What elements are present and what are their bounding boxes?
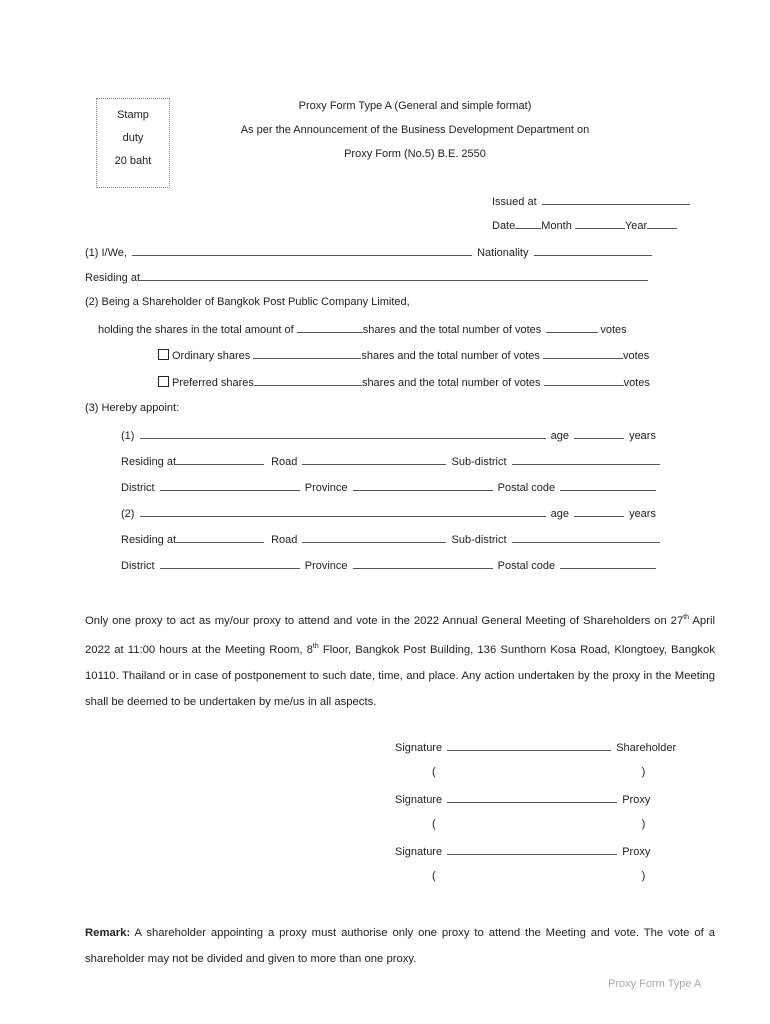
district-label: District xyxy=(121,482,155,494)
votes-label: votes xyxy=(623,377,650,389)
ordinary-label: Ordinary shares xyxy=(172,350,251,362)
holding-row xyxy=(98,321,627,337)
province-label: Province xyxy=(304,482,348,494)
residing-row xyxy=(85,269,648,285)
preferred-label: Preferred shares xyxy=(172,377,254,389)
district-label: District xyxy=(121,560,155,572)
printed-name-row xyxy=(432,869,645,883)
signature-label: Signature xyxy=(395,846,443,858)
proxy2-address-row xyxy=(121,531,662,547)
proxy2-district-field[interactable] xyxy=(160,557,300,569)
signature-label: Signature xyxy=(395,742,443,754)
age-label: age xyxy=(550,508,569,520)
years-label: years xyxy=(629,508,656,520)
postal-code-label: Postal code xyxy=(497,560,556,572)
proxy2-age-field[interactable] xyxy=(574,505,624,517)
shares-votes-label: shares and the total number of votes xyxy=(361,377,541,389)
shares-votes-label: shares and the total number of votes xyxy=(361,350,540,362)
i-we-label: (1) I/We, xyxy=(85,247,127,259)
preferred-row xyxy=(158,374,650,390)
shares-votes-label: shares and the total number of votes xyxy=(362,324,542,336)
issued-at-field[interactable] xyxy=(542,193,690,205)
remark xyxy=(85,920,715,972)
proxy1-signature-field[interactable] xyxy=(447,791,617,803)
signature-label: Signature xyxy=(395,794,443,806)
ordinary-checkbox[interactable] xyxy=(158,349,169,360)
proxy1-district-row xyxy=(121,479,658,495)
signature-proxy2-row xyxy=(395,843,650,859)
proxy2-district-row xyxy=(121,557,658,573)
preferred-shares-field[interactable] xyxy=(254,374,362,386)
issued-at-row xyxy=(492,193,692,209)
province-label: Province xyxy=(304,560,348,572)
subdistrict-label: Sub-district xyxy=(451,456,507,468)
residing-label: Residing at xyxy=(121,534,177,546)
remark-label: Remark: xyxy=(85,927,131,939)
signature-role: Proxy xyxy=(622,794,651,806)
proxy1-province-field[interactable] xyxy=(353,479,493,491)
road-label: Road xyxy=(271,456,298,468)
proxy1-address-row xyxy=(121,453,662,469)
nationality-label: Nationality xyxy=(477,247,529,259)
form-title: Proxy Form Type A (General and simple format) xyxy=(298,100,532,112)
proxy2-road-field[interactable] xyxy=(302,531,446,543)
proxy-number: (2) xyxy=(121,508,135,520)
form-subtitle: Proxy Form (No.5) B.E. 2550 xyxy=(344,148,486,160)
proxy1-name-row xyxy=(121,427,656,443)
proxy1-residing-field[interactable] xyxy=(176,453,264,465)
residing-label: Residing at xyxy=(85,272,141,284)
signature-role: Shareholder xyxy=(616,742,677,754)
proxy1-age-field[interactable] xyxy=(574,427,624,439)
proxy1-postal-field[interactable] xyxy=(560,479,656,491)
proxy2-name-row xyxy=(121,505,656,521)
signature-role: Proxy xyxy=(622,846,651,858)
preferred-votes-field[interactable] xyxy=(544,374,624,386)
proxy2-name-field[interactable] xyxy=(140,505,546,517)
printed-name-row xyxy=(432,765,645,779)
paren-open: ( xyxy=(432,870,436,882)
holding-label: holding the shares in the total amount of xyxy=(98,324,294,336)
issued-at-label: Issued at xyxy=(492,196,537,208)
proxy1-district-field[interactable] xyxy=(160,479,300,491)
stamp-line: duty xyxy=(122,132,144,144)
printed-name-row xyxy=(432,817,645,831)
paren-open: ( xyxy=(432,766,436,778)
proxy2-postal-field[interactable] xyxy=(560,557,656,569)
date-field[interactable] xyxy=(515,217,541,229)
total-votes-field[interactable] xyxy=(546,321,598,333)
paren-close: ) xyxy=(641,870,646,882)
month-field[interactable] xyxy=(575,217,625,229)
nationality-field[interactable] xyxy=(534,244,652,256)
total-shares-field[interactable] xyxy=(297,321,363,333)
ordinary-shares-field[interactable] xyxy=(253,347,361,359)
year-label: Year xyxy=(624,220,648,232)
date-row xyxy=(492,217,677,233)
month-label: Month xyxy=(541,220,572,232)
remark-text: A shareholder appointing a proxy must authorise only one proxy to attend the Meeting and vote. The vote of a shareholder may not be divided and given to more than one proxy. xyxy=(85,927,715,965)
proxy1-subdistrict-field[interactable] xyxy=(512,453,660,465)
paragraph-text: April 2022 at 11:00 hours at the Meeting Room, 8 xyxy=(85,614,715,657)
section2-label: (2) Being a Shareholder of Bangkok Post Public Company Limited, xyxy=(85,296,410,308)
proxy1-road-field[interactable] xyxy=(302,453,446,465)
votes-label: votes xyxy=(600,324,627,336)
proxy1-name-field[interactable] xyxy=(140,427,546,439)
signature-proxy1-row xyxy=(395,791,650,807)
residing-field[interactable] xyxy=(140,269,648,281)
ordinary-row xyxy=(158,347,649,363)
paragraph-text: Floor, Bangkok Post Building, 136 Sunthorn Kosa Road, Klongtoey, Bangkok 10110. Thailand or in case of postponement to such date, time, and place. Any action undertaken by the proxy in the Meeting shall be deemed to be undertaken by me/us in all aspects. xyxy=(85,644,715,708)
postal-code-label: Postal code xyxy=(497,482,556,494)
page-footer: Proxy Form Type A xyxy=(608,978,702,990)
year-field[interactable] xyxy=(647,217,677,229)
shareholder-name-row xyxy=(85,244,654,260)
proxy-number: (1) xyxy=(121,430,135,442)
votes-label: votes xyxy=(622,350,650,362)
signature-shareholder-row xyxy=(395,739,676,755)
proxy2-province-field[interactable] xyxy=(353,557,493,569)
paren-close: ) xyxy=(641,766,646,778)
age-label: age xyxy=(550,430,569,442)
proxy-authority-paragraph xyxy=(85,605,715,715)
paren-open: ( xyxy=(432,818,436,830)
stamp-line: 20 baht xyxy=(114,155,152,167)
ordinal-suffix: th xyxy=(683,614,690,621)
preferred-checkbox[interactable] xyxy=(158,376,169,387)
shareholder-signature-field[interactable] xyxy=(447,739,611,751)
road-label: Road xyxy=(271,534,298,546)
proxy2-residing-field[interactable] xyxy=(176,531,264,543)
ordinary-votes-field[interactable] xyxy=(543,347,623,359)
shareholder-name-field[interactable] xyxy=(132,244,472,256)
stamp-line: Stamp xyxy=(117,109,149,121)
years-label: years xyxy=(629,430,656,442)
paren-close: ) xyxy=(641,818,646,830)
date-label: Date xyxy=(492,220,516,232)
ordinal-suffix: th xyxy=(312,643,319,651)
residing-label: Residing at xyxy=(121,456,177,468)
stamp-duty-box xyxy=(96,98,170,188)
paragraph-text: Only one proxy to act as my/our proxy to attend and vote in the 2022 Annual General Meeting of Shareholders on 27 xyxy=(85,614,684,627)
form-subtitle: As per the Announcement of the Business Development Department on xyxy=(240,124,590,136)
proxy2-subdistrict-field[interactable] xyxy=(512,531,660,543)
subdistrict-label: Sub-district xyxy=(451,534,507,546)
proxy2-signature-field[interactable] xyxy=(447,843,617,855)
section3-label: (3) Hereby appoint: xyxy=(85,402,180,414)
